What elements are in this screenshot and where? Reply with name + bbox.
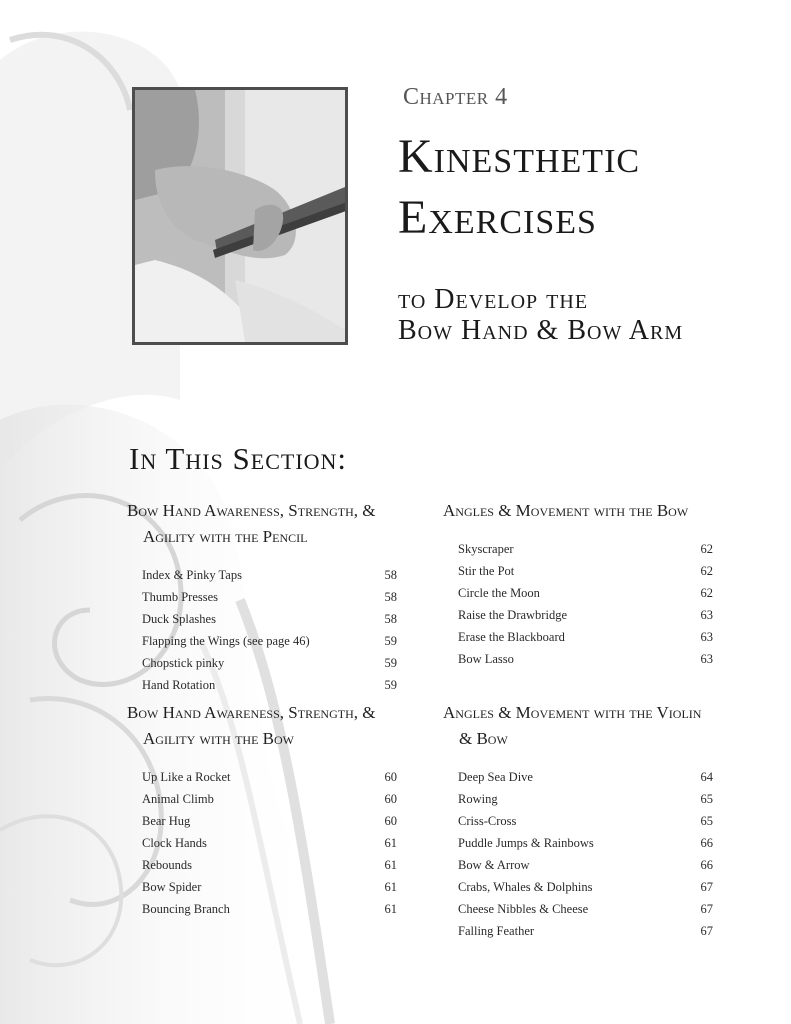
toc-entry[interactable]	[443, 766, 713, 788]
entry-page: 65	[700, 814, 713, 828]
chapter-subtitle-line-2: Bow Hand & Bow Arm	[398, 315, 684, 346]
entry-label: Animal Climb	[142, 792, 214, 806]
toc-entry[interactable]	[443, 920, 713, 942]
entry-label: Clock Hands	[142, 836, 207, 850]
toc-entry[interactable]	[443, 832, 713, 854]
entry-page: 60	[384, 770, 397, 784]
entry-page: 63	[700, 652, 713, 666]
toc-entry[interactable]	[443, 538, 713, 560]
chapter-subtitle	[398, 284, 778, 346]
entry-page: 58	[384, 612, 397, 626]
entry-label: Flapping the Wings (see page 46)	[142, 634, 310, 648]
toc-entry[interactable]	[127, 876, 397, 898]
entry-label: Bouncing Branch	[142, 902, 230, 916]
chapter-subtitle-line-1: to Develop the	[398, 284, 589, 315]
entry-label: Circle the Moon	[458, 586, 540, 600]
toc-entry[interactable]	[127, 788, 397, 810]
toc-group-bow-agility	[127, 700, 397, 920]
toc-entry[interactable]	[127, 898, 397, 920]
toc-entry[interactable]	[127, 652, 397, 674]
entry-label: Raise the Drawbridge	[458, 608, 567, 622]
toc-entry[interactable]	[127, 630, 397, 652]
entry-page: 59	[384, 678, 397, 692]
entry-label: Bow & Arrow	[458, 858, 530, 872]
bow-hold-photo	[132, 87, 348, 345]
entry-page: 60	[384, 814, 397, 828]
entry-page: 64	[700, 770, 713, 784]
toc-group-bow-angles	[443, 498, 713, 670]
entry-page: 58	[384, 568, 397, 582]
entry-label: Up Like a Rocket	[142, 770, 231, 784]
toc-entry[interactable]	[127, 564, 397, 586]
entry-page: 61	[384, 880, 397, 894]
entry-label: Thumb Presses	[142, 590, 219, 604]
entry-label: Index & Pinky Taps	[142, 568, 242, 582]
entry-label: Rebounds	[142, 858, 192, 872]
entry-label: Bow Spider	[142, 880, 202, 894]
group-title: Bow Hand Awareness, Strength, & Agility with the Pencil	[127, 501, 376, 546]
section-heading: In This Section:	[129, 441, 348, 476]
entry-page: 61	[384, 858, 397, 872]
entry-label: Hand Rotation	[142, 678, 216, 692]
toc-entry[interactable]	[443, 582, 713, 604]
entry-page: 66	[700, 858, 713, 872]
entry-label: Bow Lasso	[458, 652, 514, 666]
group-title: Angles & Movement with the Bow	[443, 501, 689, 520]
entry-label: Skyscraper	[458, 542, 514, 556]
entry-page: 66	[700, 836, 713, 850]
chapter-title-line-2: Exercises	[398, 191, 597, 244]
entry-page: 61	[384, 836, 397, 850]
entry-page: 63	[700, 630, 713, 644]
toc-entry[interactable]	[127, 854, 397, 876]
toc-entry[interactable]	[443, 810, 713, 832]
toc-group-violin-bow	[443, 700, 713, 942]
toc-entry[interactable]	[127, 608, 397, 630]
toc-entry[interactable]	[443, 604, 713, 626]
entry-page: 65	[700, 792, 713, 806]
entry-page: 61	[384, 902, 397, 916]
toc-entry[interactable]	[443, 898, 713, 920]
group-title: Bow Hand Awareness, Strength, & Agility with the Bow	[127, 703, 376, 748]
entry-label: Cheese Nibbles & Cheese	[458, 902, 589, 916]
toc-entry[interactable]	[127, 766, 397, 788]
toc-entry[interactable]	[443, 648, 713, 670]
entry-label: Erase the Blackboard	[458, 630, 565, 644]
entry-page: 62	[700, 564, 713, 578]
entry-page: 58	[384, 590, 397, 604]
toc-entry[interactable]	[127, 586, 397, 608]
toc-entry[interactable]	[443, 560, 713, 582]
entry-page: 59	[384, 656, 397, 670]
entry-page: 67	[700, 924, 713, 938]
toc-entry[interactable]	[443, 788, 713, 810]
entry-label: Puddle Jumps & Rainbows	[458, 836, 594, 850]
entry-label: Crabs, Whales & Dolphins	[458, 880, 593, 894]
entry-label: Criss-Cross	[458, 814, 517, 828]
entry-page: 60	[384, 792, 397, 806]
entry-label: Rowing	[458, 792, 498, 806]
entry-label: Deep Sea Dive	[458, 770, 533, 784]
entry-page: 67	[700, 902, 713, 916]
toc-entry[interactable]	[127, 674, 397, 696]
entry-page: 59	[384, 634, 397, 648]
chapter-title	[398, 126, 778, 248]
group-title: Angles & Movement with the Violin & Bow	[443, 703, 702, 748]
entry-page: 63	[700, 608, 713, 622]
entry-label: Chopstick pinky	[142, 656, 225, 670]
entry-label: Falling Feather	[458, 924, 535, 938]
entry-label: Bear Hug	[142, 814, 191, 828]
entry-label: Duck Splashes	[142, 612, 216, 626]
toc-entry[interactable]	[443, 626, 713, 648]
toc-entry[interactable]	[127, 810, 397, 832]
chapter-label: Chapter 4	[403, 84, 508, 110]
toc-group-pencil	[127, 498, 397, 696]
entry-label: Stir the Pot	[458, 564, 515, 578]
toc-entry[interactable]	[127, 832, 397, 854]
entry-page: 62	[700, 542, 713, 556]
entry-page: 67	[700, 880, 713, 894]
toc-entry[interactable]	[443, 854, 713, 876]
entry-page: 62	[700, 586, 713, 600]
chapter-title-line-1: Kinesthetic	[398, 130, 641, 183]
toc-entry[interactable]	[443, 876, 713, 898]
